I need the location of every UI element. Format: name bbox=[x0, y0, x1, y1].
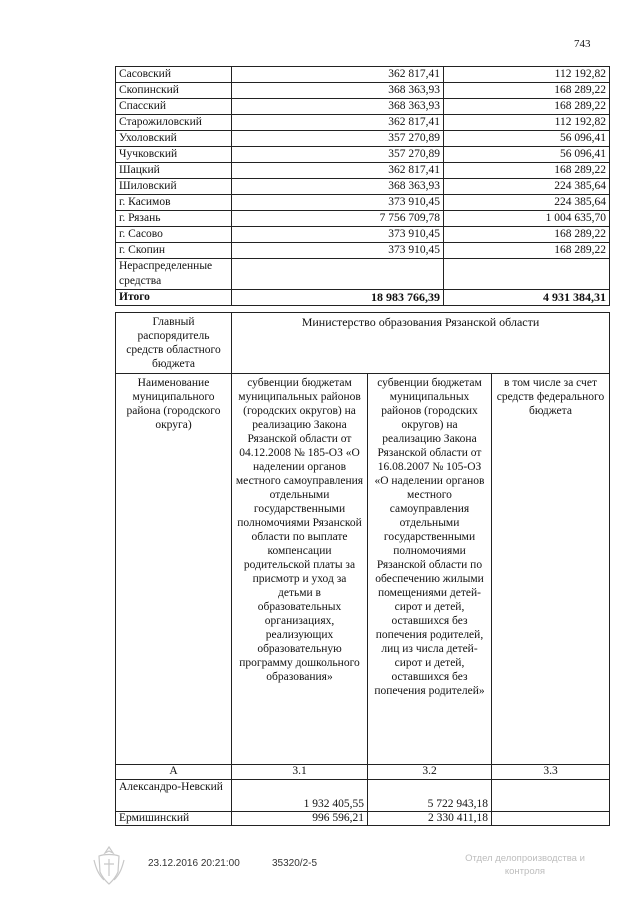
district-name: Ухоловский bbox=[116, 131, 232, 147]
value-cell: 373 910,45 bbox=[232, 243, 444, 259]
value-cell: 362 817,41 bbox=[232, 115, 444, 131]
table-row bbox=[116, 147, 610, 163]
value-cell: 357 270,89 bbox=[232, 147, 444, 163]
column-code: 3.1 bbox=[232, 765, 368, 780]
coat-of-arms-icon bbox=[90, 844, 128, 888]
district-name: г. Сасово bbox=[116, 227, 232, 243]
value-cell: 362 817,41 bbox=[232, 163, 444, 179]
table-row bbox=[116, 211, 610, 227]
district-name: Шацкий bbox=[116, 163, 232, 179]
value-cell: 168 289,22 bbox=[444, 227, 610, 243]
table-row bbox=[116, 812, 610, 826]
column-code: 3.2 bbox=[368, 765, 492, 780]
ministry-name: Министерство образования Рязанской области bbox=[232, 313, 610, 374]
unallocated-row bbox=[116, 259, 610, 290]
value-cell bbox=[492, 812, 610, 826]
district-name: г. Скопин bbox=[116, 243, 232, 259]
empty-cell bbox=[444, 259, 610, 290]
value-cell: 2 330 411,18 bbox=[368, 812, 492, 826]
total-value: 18 983 766,39 bbox=[232, 290, 444, 306]
page-number: 743 bbox=[574, 38, 591, 50]
value-cell: 368 363,93 bbox=[232, 83, 444, 99]
table-row bbox=[116, 99, 610, 115]
district-name: Шиловский bbox=[116, 179, 232, 195]
value-cell: 56 096,41 bbox=[444, 147, 610, 163]
district-name: Александро-Невский bbox=[116, 780, 232, 812]
value-cell: 368 363,93 bbox=[232, 99, 444, 115]
table-row bbox=[116, 115, 610, 131]
value-cell: 5 722 943,18 bbox=[368, 780, 492, 812]
district-name: г. Рязань bbox=[116, 211, 232, 227]
document-timestamp: 23.12.2016 20:21:00 bbox=[148, 858, 240, 869]
value-cell: 112 192,82 bbox=[444, 115, 610, 131]
district-name: Чучковский bbox=[116, 147, 232, 163]
value-cell: 168 289,22 bbox=[444, 83, 610, 99]
department-stamp: Отдел делопроизводства и контроля bbox=[465, 853, 585, 877]
value-cell: 362 817,41 bbox=[232, 67, 444, 83]
column-header-3-1: субвенции бюджетам муниципальных районов (городских округов) на реализацию Закона Рязанской области от 04.12.2008 № 185-ОЗ «О наделении органов местного самоуправления отдельными государственными полномочиями Рязанской области по выплате компенсации родительской платы за присмотр и уход за детьми в образовательных организациях, реализующих образовательную программу дошкольного образования» bbox=[232, 374, 368, 765]
value-cell: 357 270,89 bbox=[232, 131, 444, 147]
table-row bbox=[116, 83, 610, 99]
column-codes-row bbox=[116, 765, 610, 780]
value-cell: 373 910,45 bbox=[232, 195, 444, 211]
table-row bbox=[116, 243, 610, 259]
column-header-3-2: субвенции бюджетам муниципальных районов (городских округов) на реализацию Закона Рязанской области от 16.08.2007 № 105-ОЗ «О наделении органов местного самоуправления отдельными государственными полномочиями Рязанской области по обеспечению жилыми помещениями детей-сирот и детей, оставшихся без попечения родителей, лиц из числа детей-сирот и детей, оставшихся без попечения родителей» bbox=[368, 374, 492, 765]
district-name: Спасский bbox=[116, 99, 232, 115]
table-header-row bbox=[116, 313, 610, 374]
column-code: А bbox=[116, 765, 232, 780]
value-cell: 224 385,64 bbox=[444, 179, 610, 195]
column-header-3-3: в том числе за счет средств федерального бюджета bbox=[492, 374, 610, 765]
unallocated-label: Нераспределенные средства bbox=[116, 259, 232, 290]
value-cell: 368 363,93 bbox=[232, 179, 444, 195]
district-name: Ермишинский bbox=[116, 812, 232, 826]
value-cell: 1 004 635,70 bbox=[444, 211, 610, 227]
total-value: 4 931 384,31 bbox=[444, 290, 610, 306]
column-header-name: Наименование муниципального района (городского округа) bbox=[116, 374, 232, 765]
table-row bbox=[116, 227, 610, 243]
table-row bbox=[116, 67, 610, 83]
value-cell bbox=[492, 780, 610, 812]
empty-cell bbox=[232, 259, 444, 290]
main-manager-label: Главный распорядитель средств областного бюджета bbox=[116, 313, 232, 374]
subvention-table bbox=[115, 312, 610, 826]
value-cell: 224 385,64 bbox=[444, 195, 610, 211]
allocation-table-continued bbox=[115, 66, 610, 306]
district-name: Сасовский bbox=[116, 67, 232, 83]
document-code: 35320/2-5 bbox=[272, 858, 318, 869]
value-cell: 7 756 709,78 bbox=[232, 211, 444, 227]
value-cell: 168 289,22 bbox=[444, 99, 610, 115]
value-cell: 168 289,22 bbox=[444, 243, 610, 259]
district-name: Скопинский bbox=[116, 83, 232, 99]
value-cell: 112 192,82 bbox=[444, 67, 610, 83]
district-name: г. Касимов bbox=[116, 195, 232, 211]
table-row bbox=[116, 131, 610, 147]
table-row bbox=[116, 163, 610, 179]
value-cell: 168 289,22 bbox=[444, 163, 610, 179]
value-cell: 373 910,45 bbox=[232, 227, 444, 243]
district-name: Старожиловский bbox=[116, 115, 232, 131]
value-cell: 56 096,41 bbox=[444, 131, 610, 147]
total-label: Итого bbox=[116, 290, 232, 306]
table-row bbox=[116, 780, 610, 812]
table-row bbox=[116, 195, 610, 211]
value-cell: 996 596,21 bbox=[232, 812, 368, 826]
column-headers-row bbox=[116, 374, 610, 765]
table-row bbox=[116, 179, 610, 195]
value-cell: 1 932 405,55 bbox=[232, 780, 368, 812]
total-row bbox=[116, 290, 610, 306]
column-code: 3.3 bbox=[492, 765, 610, 780]
